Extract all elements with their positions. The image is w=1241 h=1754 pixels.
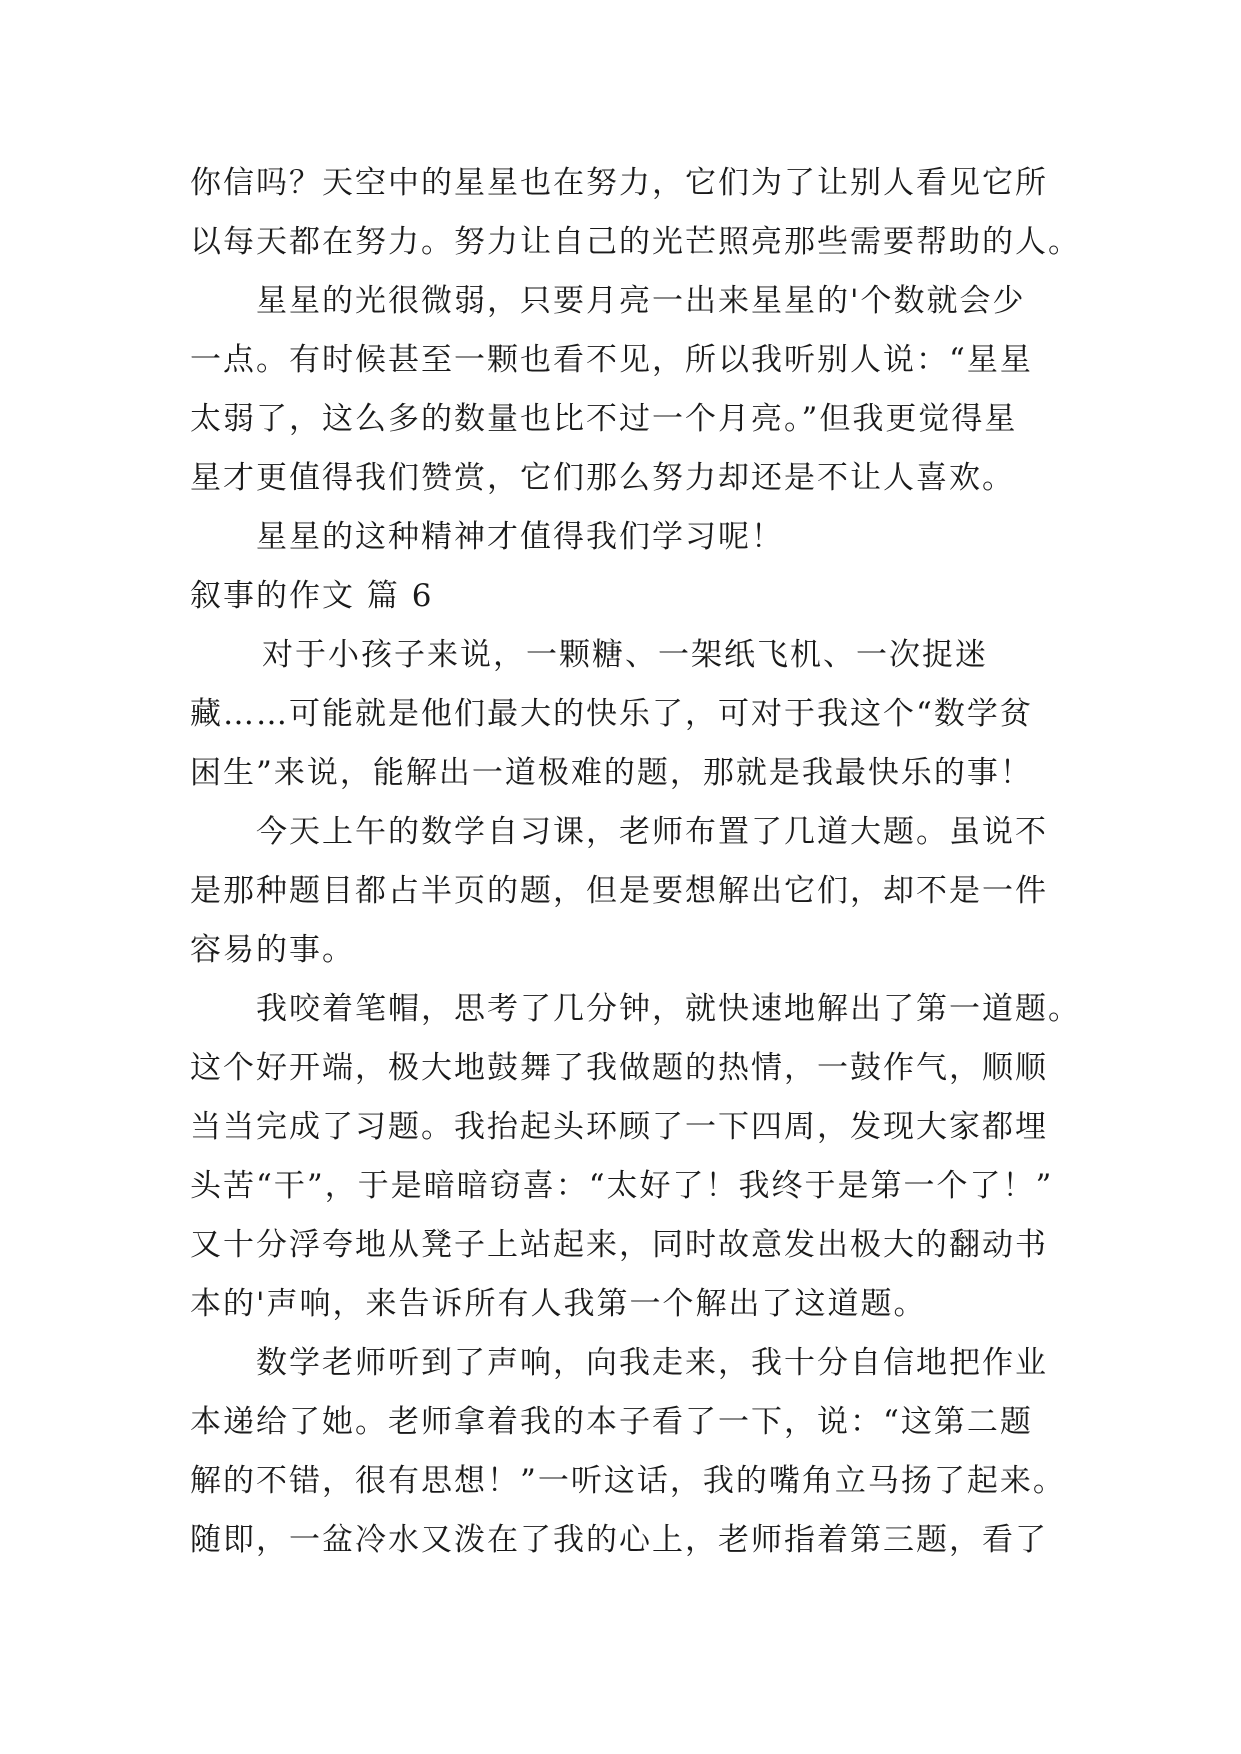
- paragraph-first-line: 星星的光很微弱，只要月亮一出来星星的'个数就会少: [256, 283, 1026, 319]
- paragraph-first-line: 我咬着笔帽，思考了几分钟，就快速地解出了第一道题。: [256, 991, 1081, 1027]
- text-line: 本的'声响，来告诉所有人我第一个解出了这道题。: [190, 1286, 927, 1322]
- text-line: 以每天都在努力。努力让自己的光芒照亮那些需要帮助的人。: [190, 224, 1081, 260]
- text-line: 是那种题目都占半页的题，但是要想解出它们，却不是一件: [190, 873, 1048, 909]
- text-line: 藏……可能就是他们最大的快乐了，可对于我这个“数学贫: [190, 696, 1033, 732]
- text-line: 随即，一盆冷水又泼在了我的心上，老师指着第三题，看了: [190, 1522, 1048, 1558]
- text-line: 星才更值得我们赞赏，它们那么努力却还是不让人喜欢。: [190, 460, 1015, 496]
- text-line: 一点。有时候甚至一颗也看不见，所以我听别人说：“星星: [190, 342, 1033, 378]
- text-line: 又十分浮夸地从凳子上站起来，同时故意发出极大的翻动书: [190, 1227, 1048, 1263]
- text-line: 太弱了，这么多的数量也比不过一个月亮。”但我更觉得星: [190, 401, 1018, 437]
- text-line: 头苦“干”，于是暗暗窃喜：“太好了！我终于是第一个了！”: [190, 1168, 1054, 1204]
- text-line: 你信吗？天空中的星星也在努力，它们为了让别人看见它所: [190, 165, 1048, 201]
- text-line: 当当完成了习题。我抬起头环顾了一下四周，发现大家都埋: [190, 1109, 1048, 1145]
- text-line: 容易的事。: [190, 932, 355, 968]
- text-line: 解的不错，很有思想！”一听这话，我的嘴角立马扬了起来。: [190, 1463, 1066, 1499]
- paragraph-first-line: 星星的这种精神才值得我们学习呢！: [256, 519, 784, 555]
- paragraph-first-line: 对于小孩子来说，一颗糖、一架纸飞机、一次捉迷: [262, 637, 988, 673]
- text-line: 这个好开端，极大地鼓舞了我做题的热情，一鼓作气，顺顺: [190, 1050, 1048, 1086]
- text-line: 本递给了她。老师拿着我的本子看了一下，说：“这第二题: [190, 1404, 1033, 1440]
- paragraph-first-line: 数学老师听到了声响，向我走来，我十分自信地把作业: [256, 1345, 1048, 1381]
- section-heading: 叙事的作文 篇 6: [190, 578, 434, 614]
- text-line: 困生”来说，能解出一道极难的题，那就是我最快乐的事！: [190, 755, 1033, 791]
- paragraph-first-line: 今天上午的数学自习课，老师布置了几道大题。虽说不: [256, 814, 1048, 850]
